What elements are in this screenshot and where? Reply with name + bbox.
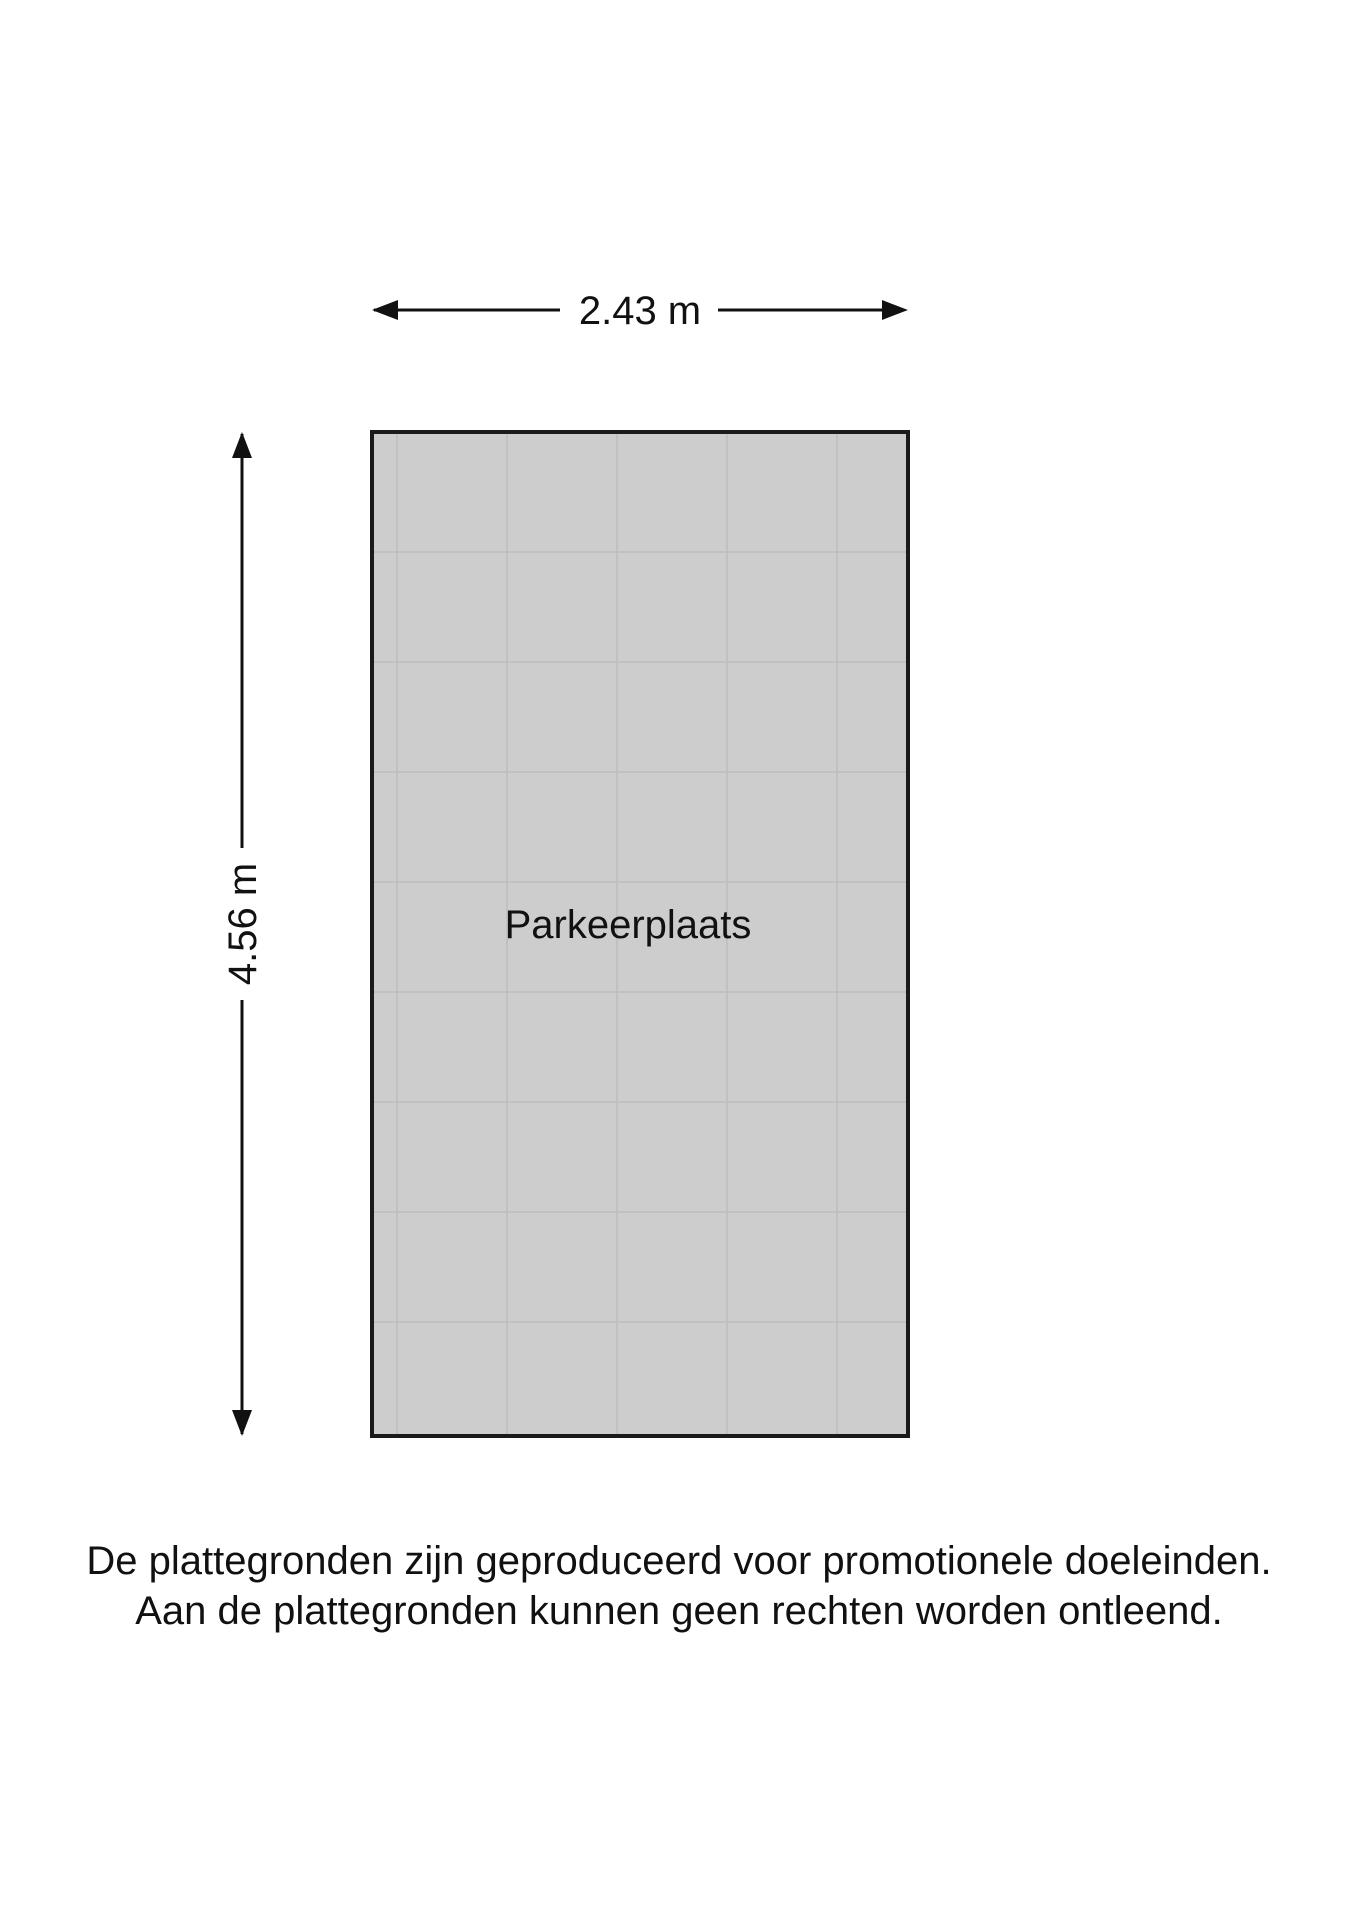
width-label: 2.43 m <box>578 289 702 333</box>
width-dimension <box>372 289 908 333</box>
room-label: Parkeerplaats <box>504 903 752 947</box>
disclaimer-line-1: De plattegronden zijn geproduceerd voor promotionele doeleinden. <box>86 1539 1272 1583</box>
width-arrow-left-icon <box>372 300 398 320</box>
disclaimer-line-2: Aan de plattegronden kunnen geen rechten worden ontleend. <box>135 1589 1223 1633</box>
height-arrow-bottom-icon <box>232 1410 252 1436</box>
height-label: 4.56 m <box>221 862 265 986</box>
disclaimer <box>0 1536 1358 1636</box>
height-dimension <box>221 432 265 1436</box>
room-parkeerplaats <box>372 432 908 1436</box>
height-arrow-top-icon <box>232 432 252 458</box>
width-arrow-right-icon <box>882 300 908 320</box>
